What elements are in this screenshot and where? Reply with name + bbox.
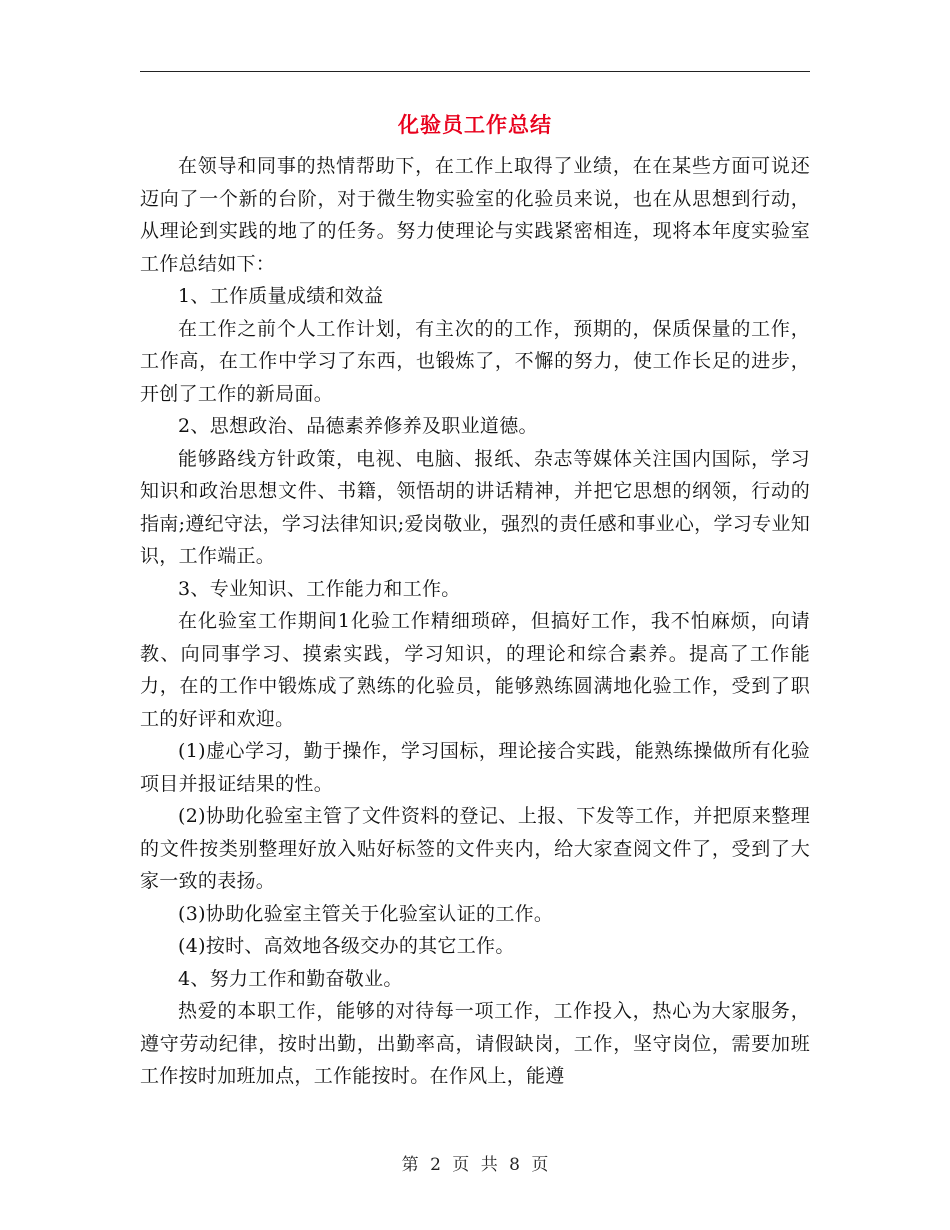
document-body <box>140 150 810 1093</box>
page-number: 第 2 页 共 8 页 <box>401 1155 549 1175</box>
paragraph-intro: 在领导和同事的热情帮助下，在工作上取得了业绩，在在某些方面可说还迈向了一个新的台阶，对于微生物实验室的化验员来说，也在从思想到行动，从理论到实践的地了的任务。努力使理论与实践紧密相连，现将本年度实验室工作总结如下： <box>140 155 810 275</box>
paragraph-section-4: 热爱的本职工作，能够的对待每一项工作，工作投入，热心为大家服务，遵守劳动纪律，按时出勤，出勤率高，请假缺岗，工作，坚守岗位，需要加班工作按时加班加点，工作能按时。在作风上，能遵 <box>140 1000 810 1087</box>
header-rule <box>140 71 810 72</box>
list-item-1: (1)虚心学习，勤于操作，学习国标，理论接合实践，能熟练操做所有化验项目并报证结果的性。 <box>140 740 810 795</box>
section-heading-2: 2、思想政治、品德素养修养及职业道德。 <box>178 415 538 437</box>
document-title: 化验员工作总结 <box>398 112 552 137</box>
section-heading-1: 1、工作质量成绩和效益 <box>178 285 384 307</box>
paragraph-section-2: 能够路线方针政策，电视、电脑、报纸、杂志等媒体关注国内国际，学习知识和政治思想文件、书籍，领悟胡的讲话精神，并把它思想的纲领，行动的指南;遵纪守法，学习法律知识;爱岗敬业，强烈的责任感和事业心，学习专业知识，工作端正。 <box>140 447 810 567</box>
list-item-3: (3)协助化验室主管关于化验室认证的工作。 <box>178 902 554 925</box>
paragraph-section-1: 在工作之前个人工作计划，有主次的的工作，预期的，保质保量的工作，工作高，在工作中学习了东西，也锻炼了，不懈的努力，使工作长足的进步，开创了工作的新局面。 <box>140 317 810 405</box>
list-item-2: (2)协助化验室主管了文件资料的登记、上报、下发等工作，并把原来整理的文件按类别整理好放入贴好标签的文件夹内，给大家查阅文件了，受到了大家一致的表扬。 <box>140 805 810 892</box>
list-item-4: (4)按时、高效地各级交办的其它工作。 <box>178 935 515 957</box>
section-heading-4: 4、努力工作和勤奋敬业。 <box>178 967 403 990</box>
paragraph-section-3: 在化验室工作期间1化验工作精细琐碎，但搞好工作，我不怕麻烦，向请教、向同事学习、摸索实践，学习知识，的理论和综合素养。提高了工作能力，在的工作中锻炼成了熟练的化验员，能够熟练圆满地化验工作，受到了职工的好评和欢迎。 <box>140 610 810 730</box>
section-heading-3: 3、专业知识、工作能力和工作。 <box>178 577 461 600</box>
